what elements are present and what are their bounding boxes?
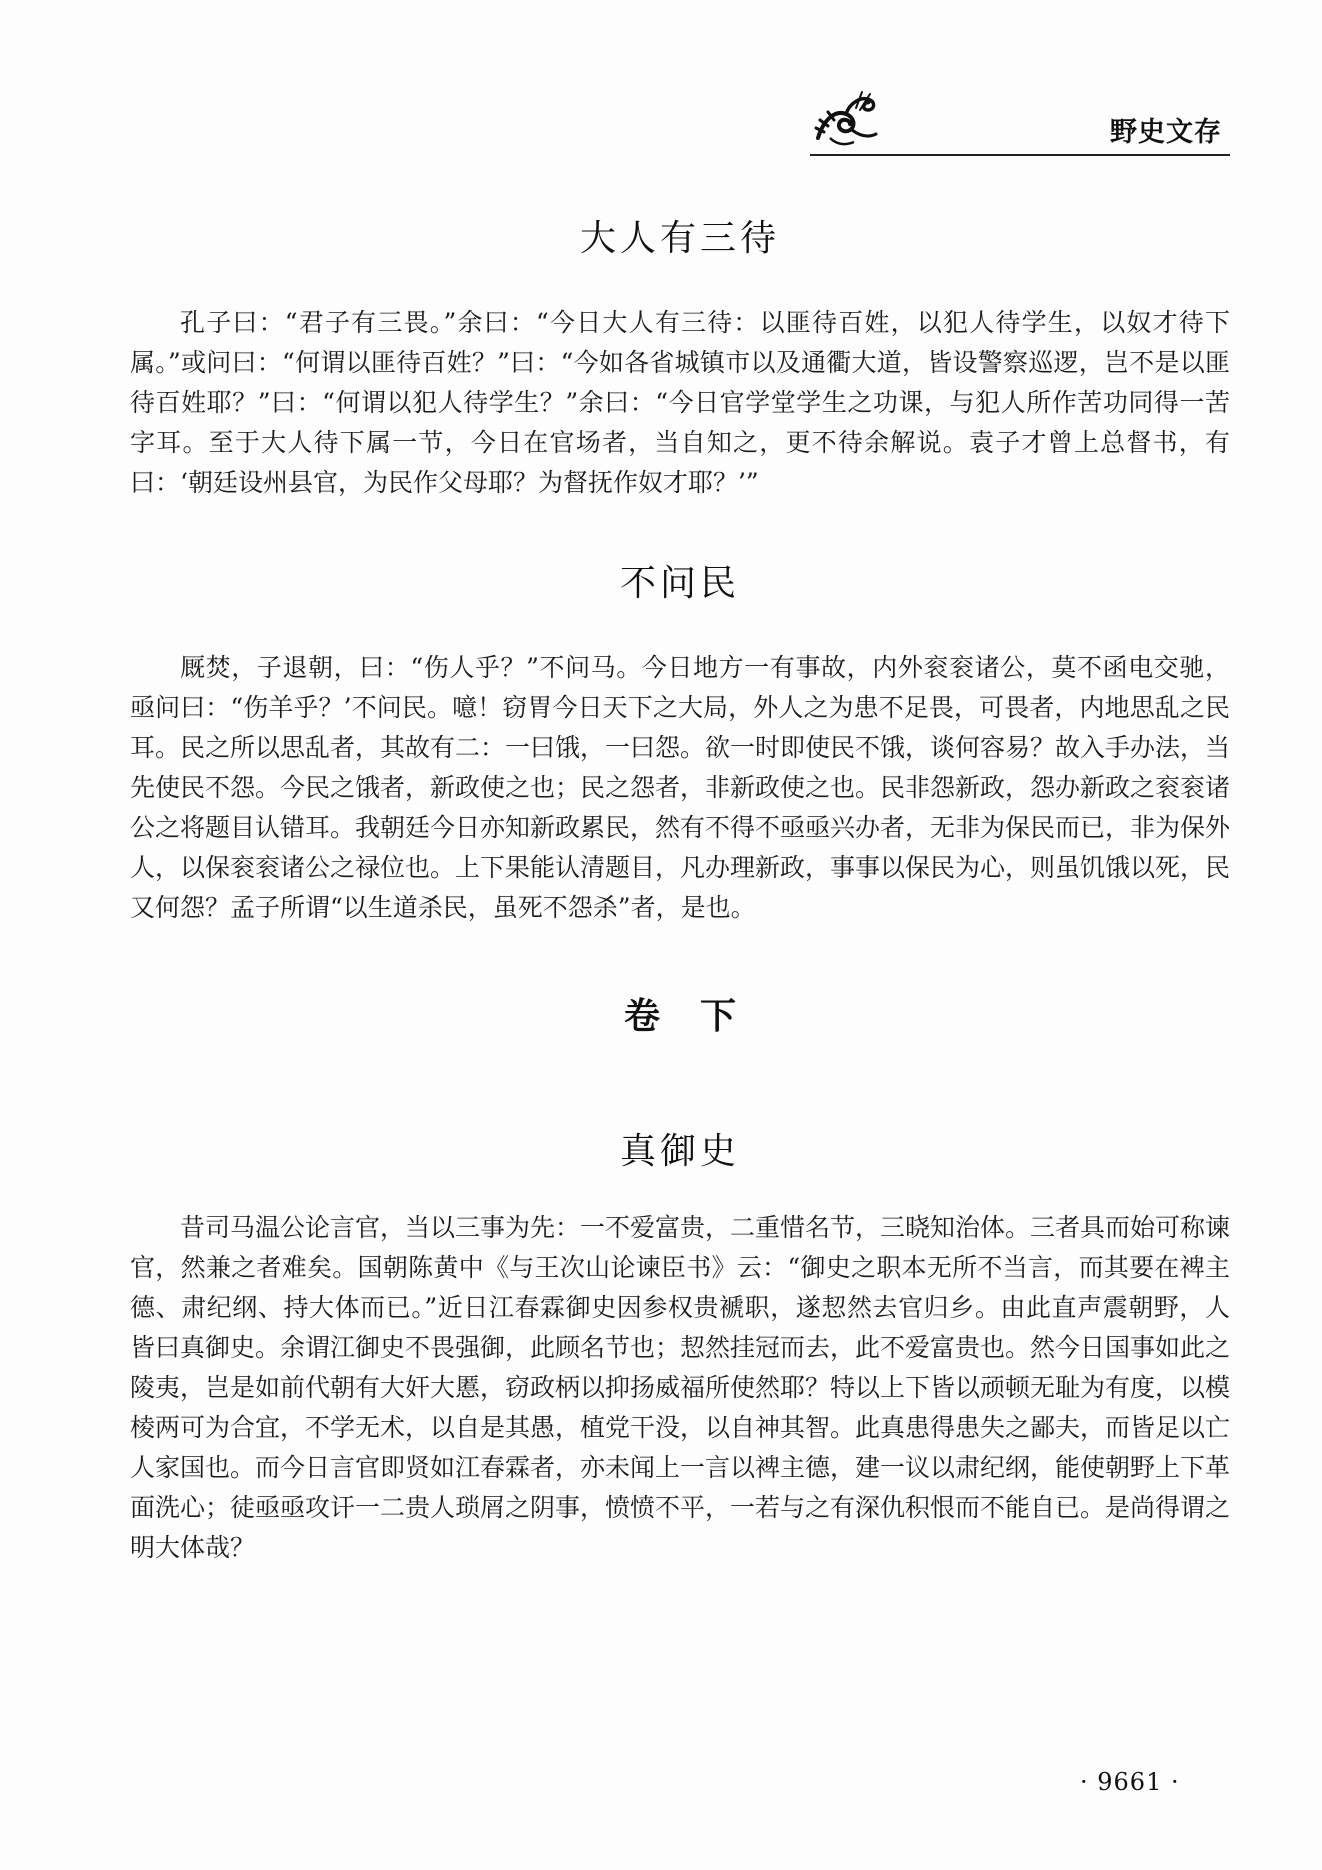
running-header — [800, 88, 1232, 158]
section-title-1: 大人有三待 — [579, 218, 780, 259]
section-1-paragraph: 孔子曰：“君子有三畏。”余曰：“今日大人有三待：以匪待百姓，以犯人待学生，以奴才待下属。”或问曰：“何谓以匪待百姓？”曰：“今如各省城镇市以及通衢大道，皆设警察巡逻，岂不是以匪待百姓耶？”曰：“何谓以犯人待学生？”余曰：“今日官学堂学生之功课，与犯人所作苦功同得一苦字耳。至于大人待下属一节，今日在官场者，当自知之，更不待余解说。袁子才曾上总督书，有曰：‘朝廷设州县官，为民作父母耶？为督抚作奴才耶？’” — [130, 308, 1230, 497]
section-title-3: 真御史 — [619, 1131, 740, 1172]
volume-title: 卷下 — [623, 996, 776, 1037]
page-content — [130, 200, 1230, 1568]
running-header-title: 野史文存 — [1110, 117, 1222, 148]
section-2-paragraph: 厩焚，子退朝，曰：“伤人乎？”不问马。今日地方一有事故，内外衮衮诸公，莫不函电交驰，亟问曰：“伤羊乎？’不问民。噫！窃胃今日天下之大局，外人之为患不足畏，可畏者，内地思乱之民耳。民之所以思乱者，其故有二：一曰饿，一曰怨。欲一时即使民不饿，谈何容易？故入手办法，当先使民不怨。今民之饿者，新政使之也；民之怨者，非新政使之也。民非怨新政，怨办新政之衮衮诸公之将题目认错耳。我朝廷今日亦知新政累民，然有不得不亟亟兴办者，无非为保民而已，非为保外人，以保衮衮诸公之禄位也。上下果能认清题目，凡办理新政，事事以保民为心，则虽饥饿以死，民又何怨？孟子所谓“以生道杀民，虽死不怨杀”者，是也。 — [130, 653, 1231, 922]
section-3-paragraph: 昔司马温公论言官，当以三事为先：一不爱富贵，二重惜名节，三晓知治体。三者具而始可称谏官，然兼之者难矣。国朝陈黄中《与王次山论谏臣书》云：“御史之职本无所不当言，而其要在裨主德、肃纪纲、持大体而已。”近日江春霖御史因参权贵褫职，遂恝然去官归乡。由此直声震朝野，人皆曰真御史。余谓江御史不畏强御，此顾名节也；恝然挂冠而去，此不爱富贵也。然今日国事如此之陵夷，岂是如前代朝有大奸大慝，窃政柄以抑扬威福所使然耶？特以上下皆以顽顿无耻为有度，以模棱两可为合宜，不学无术，以自是其愚，植党干没，以自神其智。此真患得患失之鄙夫，而皆足以亡人家国也。而今日言官即贤如江春霖者，亦未闻上一言以裨主德，建一议以肃纪纲，能使朝野上下革面洗心；徒亟亟攻讦一二贵人琐屑之阴事，愤愤不平，一若与之有深仇积恨而不能自已。是尚得谓之明大体哉？ — [130, 1213, 1231, 1562]
header-rule — [810, 154, 1230, 156]
page-number: · 9661 · — [1080, 1768, 1180, 1796]
section-title-2: 不问民 — [619, 563, 740, 604]
dragon-icon — [810, 88, 880, 150]
